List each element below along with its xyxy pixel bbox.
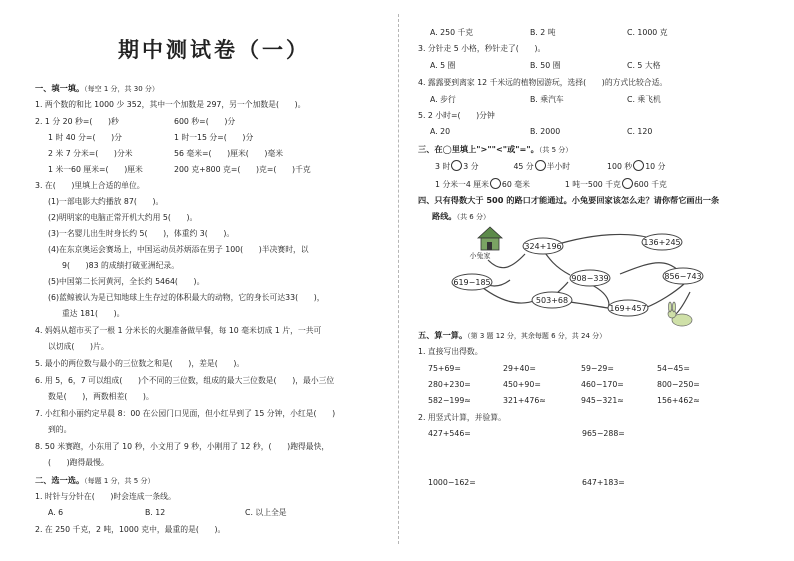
choice-5: 5. 2 小时=( )分钟 bbox=[418, 111, 495, 120]
choice-3-option-c: C. 5 大格 bbox=[627, 61, 661, 70]
map-node-2-label: 136+245 bbox=[643, 238, 681, 247]
choice-2: 2. 在 250 千克，2 吨，1000 克中，最重的是( )。 bbox=[35, 525, 226, 534]
compare-circle[interactable] bbox=[490, 178, 501, 189]
calc-item: 280+230= bbox=[428, 380, 471, 389]
question-2-a: 2. 1 分 20 秒=( )秒 bbox=[35, 117, 119, 126]
map-node-5-label: 856−743 bbox=[664, 272, 702, 281]
question-4-cont: 以切成( )片。 bbox=[48, 342, 109, 351]
question-3-1: (1)一部电影大约播放 87( )。 bbox=[48, 197, 164, 206]
choice-1-option-b: B. 12 bbox=[145, 508, 166, 517]
compare-circle[interactable] bbox=[633, 160, 644, 171]
choice-2-option-c: C. 1000 克 bbox=[627, 28, 668, 37]
section-1-heading: 一、填一填。（每空 1 分，共 30 分） bbox=[35, 83, 159, 93]
route-map bbox=[440, 222, 720, 332]
question-2-b: 600 秒=( )分 bbox=[174, 117, 236, 126]
calc-item: 75+69= bbox=[428, 364, 461, 373]
question-4: 4. 妈妈从超市买了一根 1 分米长的火腿准备做早餐，每 10 毫米切成 1 片，一共可 bbox=[35, 326, 322, 335]
calc-item: 321+476≈ bbox=[503, 396, 546, 405]
question-3-3: (3)一名婴儿出生时身长约 5( )，体重约 3( )。 bbox=[48, 229, 235, 238]
section-3-heading: 三、在◯里填上">""<"或"="。（共 5 分） bbox=[418, 144, 573, 154]
vertical-calc-3: 1000−162= bbox=[428, 478, 476, 487]
compare-row-2: 1 分米一4 厘米 60 毫米 1 吨一500 千克 600 千克 bbox=[435, 180, 667, 189]
choice-4-option-b: B. 乘汽车 bbox=[530, 95, 564, 104]
section-4-heading: 四、只有得数大于 500 的路口才能通过。小兔要回家该怎么走？请你帮它画出一条 bbox=[418, 195, 720, 205]
choice-1: 1. 时针与分针在( )时会连成一条线。 bbox=[35, 492, 176, 501]
section-4-heading-cont: 路线。（共 6 分） bbox=[432, 211, 490, 221]
choice-4: 4. 露露要到离家 12 千米远的植物园游玩，选择( )的方式比较合适。 bbox=[418, 78, 668, 87]
compare-circle[interactable] bbox=[451, 160, 462, 171]
question-2-c: 1 时 40 分=( )分 bbox=[48, 133, 122, 142]
house-label: 小兔家 bbox=[469, 252, 491, 260]
calc-item: 582−199≈ bbox=[428, 396, 471, 405]
map-node-4-label: 619−185 bbox=[453, 278, 491, 287]
vertical-calc-4: 647+183= bbox=[582, 478, 625, 487]
map-node-6-label: 503+68 bbox=[535, 296, 569, 305]
question-2-g: 1 米一60 厘米=( )厘米 bbox=[48, 165, 143, 174]
vertical-calc-2: 965−288= bbox=[582, 429, 625, 438]
question-1: 1. 两个数的和比 1000 少 352，其中一个加数是 297，另一个加数是( )。 bbox=[35, 100, 306, 109]
choice-3-option-b: B. 50 圈 bbox=[530, 61, 561, 70]
map-node-3-label: 908−339 bbox=[571, 274, 609, 283]
choice-5-option-b: B. 2000 bbox=[530, 127, 561, 136]
map-node-7-label: 169+457 bbox=[609, 304, 647, 313]
section-5-1: 1. 直接写出得数。 bbox=[418, 347, 483, 356]
page-title: 期中测试卷（一） bbox=[118, 37, 310, 62]
section-2-heading: 二、选一选。（每题 1 分，共 5 分） bbox=[35, 475, 155, 485]
question-3-4-cont: 9( )83 的成绩打破亚洲纪录。 bbox=[62, 261, 180, 270]
choice-5-option-a: A. 20 bbox=[430, 127, 451, 136]
choice-4-option-a: A. 步行 bbox=[430, 95, 456, 104]
question-3-4: (4)在东京奥运会赛场上，中国运动员苏炳添在男子 100( )半决赛时，以 bbox=[48, 245, 309, 254]
rabbit-icon bbox=[668, 302, 692, 326]
column-divider bbox=[398, 14, 399, 544]
question-3-5: (5)中国第二长河黄河，全长约 5464( )。 bbox=[48, 277, 205, 286]
choice-1-option-a: A. 6 bbox=[48, 508, 64, 517]
question-6-cont: 数是( )，两数相差( )。 bbox=[48, 392, 154, 401]
calc-item: 156+462≈ bbox=[657, 396, 700, 405]
calc-item: 450+90= bbox=[503, 380, 541, 389]
question-2-h: 200 克+800 克=( )克=( )千克 bbox=[174, 165, 311, 174]
question-2-e: 2 米 7 分米=( )分米 bbox=[48, 149, 133, 158]
calc-item: 54−45= bbox=[657, 364, 690, 373]
calc-item: 29+40= bbox=[503, 364, 536, 373]
choice-2-option-a: A. 250 千克 bbox=[430, 28, 474, 37]
choice-3-option-a: A. 5 圈 bbox=[430, 61, 456, 70]
choice-1-option-c: C. 以上全是 bbox=[245, 508, 287, 517]
question-5: 5. 最小的两位数与最小的三位数之和是( )，差是( )。 bbox=[35, 359, 245, 368]
compare-circle[interactable] bbox=[622, 178, 633, 189]
choice-4-option-c: C. 乘飞机 bbox=[627, 95, 661, 104]
calc-item: 460−170= bbox=[581, 380, 624, 389]
calc-item: 945−321≈ bbox=[581, 396, 624, 405]
question-8: 8. 50 米赛跑，小东用了 10 秒，小文用了 9 秒，小刚用了 12 秒，( )跑得最快， bbox=[35, 442, 330, 451]
vertical-calc-1: 427+546= bbox=[428, 429, 471, 438]
question-3-6-cont: 重达 181( )。 bbox=[62, 309, 125, 318]
choice-2-option-b: B. 2 吨 bbox=[530, 28, 556, 37]
calc-item: 800−250= bbox=[657, 380, 700, 389]
question-2-d: 1 时一15 分=( )分 bbox=[174, 133, 254, 142]
question-8-cont: ( )跑得最慢。 bbox=[48, 458, 109, 467]
compare-row-1: 3 时 3 分 45 分 半小时 100 秒 10 分 bbox=[435, 162, 666, 171]
choice-3: 3. 分针走 5 小格，秒针走了( )。 bbox=[418, 44, 546, 53]
map-node-1-label: 324+196 bbox=[524, 242, 562, 251]
section-5-2: 2. 用竖式计算，并验算。 bbox=[418, 413, 506, 422]
question-3: 3. 在( )里填上合适的单位。 bbox=[35, 181, 145, 190]
question-6: 6. 用 5，6，7 可以组成( )个不同的三位数，组成的最大三位数是( )，最小三位 bbox=[35, 376, 335, 385]
choice-5-option-c: C. 120 bbox=[627, 127, 653, 136]
section-5-heading: 五、算一算。（第 3 题 12 分，其余每题 6 分，共 24 分） bbox=[418, 330, 607, 340]
question-7: 7. 小红和小丽约定早晨 8：00 在公园门口见面，但小红早到了 15 分钟，小红是( ) bbox=[35, 409, 336, 418]
question-7-cont: 到的。 bbox=[48, 425, 72, 434]
house-icon bbox=[478, 227, 502, 250]
calc-item: 59−29= bbox=[581, 364, 614, 373]
question-3-2: (2)明明家的电脑正常开机大约用 5( )。 bbox=[48, 213, 198, 222]
question-2-f: 56 毫米=( )厘米( )毫米 bbox=[174, 149, 284, 158]
compare-circle[interactable] bbox=[535, 160, 546, 171]
question-3-6: (6)蓝鲸被认为是已知地球上生存过的体积最大的动物，它的身长可达33( )， bbox=[48, 293, 325, 302]
